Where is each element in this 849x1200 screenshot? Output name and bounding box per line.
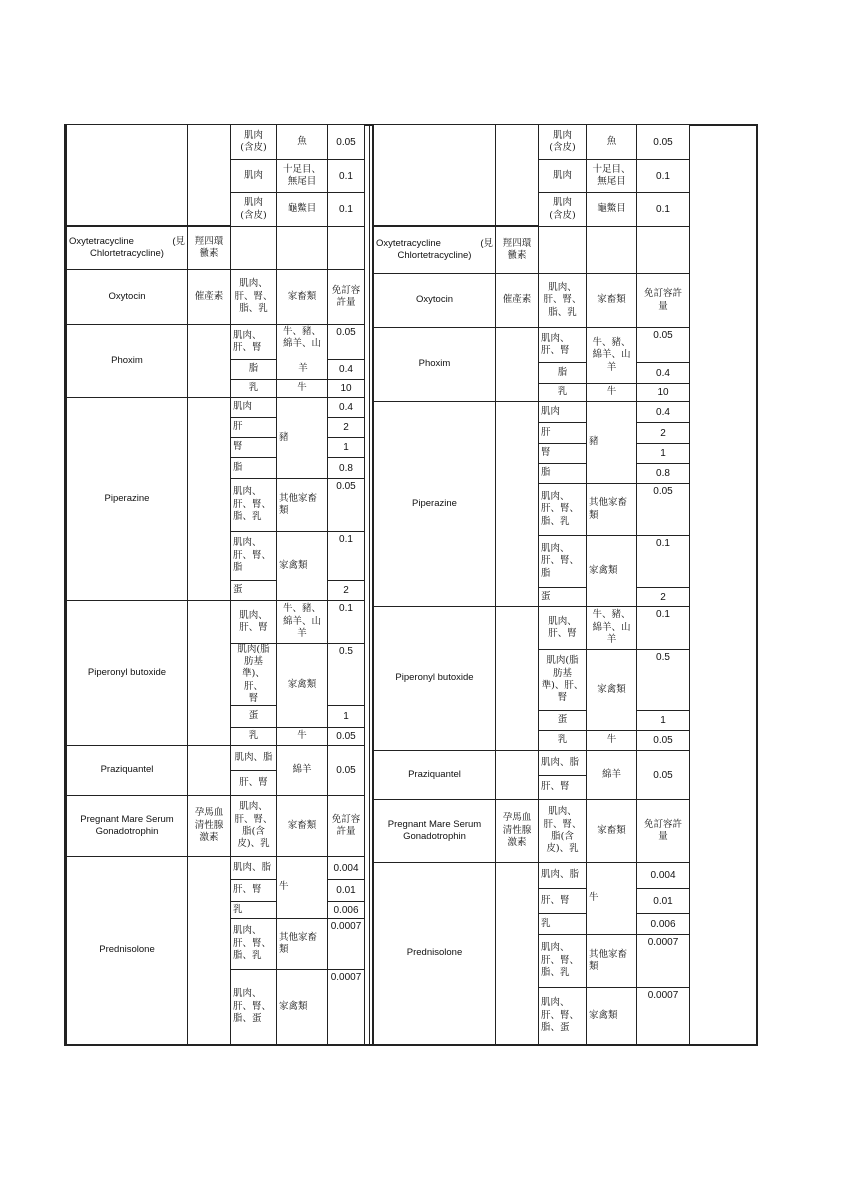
right-piperazine-name: Piperazine — [373, 401, 496, 607]
right-prednisolone-tissue-1: 肝、腎 — [538, 888, 587, 914]
left-phoxim-tissue-2: 乳 — [230, 379, 277, 398]
left-prednisolone-tissue-1: 肝、腎 — [230, 879, 277, 902]
right-top-tissue-0: 肌肉 (含皮) — [538, 124, 587, 160]
left-piperonyl-tissue-0: 肌肉、 肝、腎 — [230, 600, 277, 644]
right-prednisolone-tissue-4: 肌肉、 肝、腎、 脂、蛋 — [538, 987, 587, 1045]
left-piperazine-tissue-6: 蛋 — [230, 580, 277, 601]
right-piperonyl-class — [495, 606, 539, 751]
right-top-limit-1: 0.1 — [636, 159, 690, 193]
right-pmsg-tissue: 肌肉、 肝、腎、 脂(含 皮)、乳 — [538, 799, 587, 863]
right-phoxim-species-0: 牛、豬、 綿羊、山 羊 — [586, 327, 637, 384]
left-phoxim-tissue-1: 脂 — [230, 359, 277, 380]
left-prednisolone-tissue-4: 肌肉、 肝、腎、 脂、蛋 — [230, 969, 277, 1045]
left-top-tissue-1: 肌肉 — [230, 159, 277, 193]
left-name-cell-continued — [66, 124, 188, 226]
left-prednisolone-limit-1: 0.01 — [327, 879, 365, 902]
left-piperazine-limit-5: 0.1 — [327, 531, 365, 581]
left-phoxim-limit-2: 10 — [327, 379, 365, 398]
right-piperazine-limit-1: 2 — [636, 422, 690, 444]
left-top-limit-0: 0.05 — [327, 124, 365, 160]
right-prednisolone-species-4: 家禽類 — [586, 987, 637, 1045]
left-oxytetracycline-class: 羥四環 黴素 — [187, 226, 231, 270]
right-phoxim-name: Phoxim — [373, 327, 496, 402]
right-prednisolone-limit-4: 0.0007 — [636, 987, 690, 1045]
left-oxytetracycline-species — [276, 226, 328, 270]
right-pmsg-species: 家畜類 — [586, 799, 637, 863]
left-piperazine-species-5: 家禽類 — [276, 531, 328, 601]
right-oxytocin-limit: 免訂容許 量 — [636, 273, 690, 328]
right-oxytocin-species: 家畜類 — [586, 273, 637, 328]
left-praziquantel-name: Praziquantel — [66, 745, 188, 796]
left-piperazine-limit-3: 0.8 — [327, 457, 365, 479]
left-prednisolone-name: Prednisolone — [66, 856, 188, 1045]
left-prednisolone-limit-2: 0.006 — [327, 901, 365, 919]
right-piperazine-species-4: 其他家畜 類 — [586, 483, 637, 536]
right-pmsg-limit: 免訂容許 量 — [636, 799, 690, 863]
left-praziquantel-tissue-1: 肝、腎 — [230, 770, 277, 796]
right-praziquantel-species: 綿羊 — [586, 750, 637, 800]
left-top-species-1: 十足目、 無尾目 — [276, 159, 328, 193]
right-prednisolone-cattle: 牛 — [586, 862, 637, 935]
right-prednisolone-limit-2: 0.006 — [636, 913, 690, 935]
right-praziquantel-limit: 0.05 — [636, 750, 690, 800]
right-oxytocin-name: Oxytocin — [373, 273, 496, 328]
left-prednisolone-limit-4: 0.0007 — [327, 969, 365, 1045]
left-phoxim-species-2: 牛 — [276, 379, 328, 398]
left-oxytocin-species: 家畜類 — [276, 269, 328, 325]
left-piperonyl-limit-0: 0.1 — [327, 600, 365, 644]
right-prednisolone-limit-3: 0.0007 — [636, 934, 690, 988]
left-pmsg-species: 家畜類 — [276, 795, 328, 857]
left-piperonyl-limit-1: 0.5 — [327, 643, 365, 706]
right-piperazine-tissue-4: 肌肉、 肝、腎、 脂、乳 — [538, 483, 587, 536]
right-piperazine-limit-6: 2 — [636, 587, 690, 607]
right-praziquantel-name: Praziquantel — [373, 750, 496, 800]
left-piperonyl-tissue-1: 肌肉(脂 肪基 準)、肝、 腎 — [230, 643, 277, 706]
right-oxytocin-tissue: 肌肉、 肝、腎、 脂、乳 — [538, 273, 587, 328]
left-piperazine-tissue-1: 肝 — [230, 417, 277, 438]
right-piperonyl-tissue-0: 肌肉、 肝、腎 — [538, 606, 587, 650]
left-top-species-0: 魚 — [276, 124, 328, 160]
right-top-limit-0: 0.05 — [636, 124, 690, 160]
left-prednisolone-species-4: 家禽類 — [276, 969, 328, 1045]
left-piperonyl-species-1: 家禽類 — [276, 643, 328, 728]
left-prednisolone-tissue-2: 乳 — [230, 901, 277, 919]
left-piperonyl-limit-3: 0.05 — [327, 727, 365, 746]
right-piperonyl-limit-1: 0.5 — [636, 649, 690, 711]
left-prednisolone-limit-0: 0.004 — [327, 856, 365, 880]
right-oxytetracycline-tissue — [538, 226, 587, 274]
left-prednisolone-cattle: 牛 — [276, 856, 328, 919]
right-phoxim-limit-0: 0.05 — [636, 327, 690, 363]
right-top-tissue-2: 肌肉 (含皮) — [538, 192, 587, 227]
right-prednisolone-tissue-3: 肌肉、 肝、腎、 脂、乳 — [538, 934, 587, 988]
left-praziquantel-class — [187, 745, 231, 796]
right-prednisolone-name: Prednisolone — [373, 862, 496, 1045]
left-oxytetracycline-limit — [327, 226, 365, 270]
left-prednisolone-species-3: 其他家畜 類 — [276, 918, 328, 970]
left-piperazine-species-4: 其他家畜 類 — [276, 478, 328, 532]
left-pmsg-name: Pregnant Mare Serum Gonadotrophin — [66, 795, 188, 857]
left-prednisolone-tissue-3: 肌肉、 肝、腎、 脂、乳 — [230, 918, 277, 970]
left-oxytocin-name: Oxytocin — [66, 269, 188, 325]
left-piperazine-pig-species: 豬 — [276, 397, 328, 479]
left-oxytetracycline-name-a: Oxytetracycline — [69, 235, 134, 247]
left-piperonyl-species-3: 牛 — [276, 727, 328, 746]
right-piperonyl-name: Piperonyl butoxide — [373, 606, 496, 751]
right-piperazine-limit-2: 1 — [636, 443, 690, 464]
right-prednisolone-tissue-2: 乳 — [538, 913, 587, 935]
right-phoxim-limit-2: 10 — [636, 383, 690, 402]
right-piperazine-tissue-0: 肌肉 — [538, 401, 587, 423]
right-piperazine-species-5: 家禽類 — [586, 535, 637, 607]
left-praziquantel-tissue-0: 肌肉、脂 — [230, 745, 277, 771]
left-piperonyl-name: Piperonyl butoxide — [66, 600, 188, 746]
left-top-species-2: 龜鱉目 — [276, 192, 328, 227]
left-top-limit-2: 0.1 — [327, 192, 365, 227]
right-pmsg-class: 孕馬血 清性腺 激素 — [495, 799, 539, 863]
right-piperonyl-species-3: 牛 — [586, 730, 637, 751]
left-phoxim-species-0: 牛、豬、 綿羊、山 — [276, 324, 328, 380]
left-piperonyl-species-0: 牛、豬、 綿羊、山 羊 — [276, 600, 328, 644]
left-class-cell-continued — [187, 124, 231, 226]
right-prednisolone-limit-1: 0.01 — [636, 888, 690, 914]
right-pmsg-name: Pregnant Mare Serum Gonadotrophin — [373, 799, 496, 863]
right-piperazine-tissue-5: 肌肉、 肝、腎、 脂 — [538, 535, 587, 588]
left-prednisolone-tissue-0: 肌肉、脂 — [230, 856, 277, 880]
left-top-limit-1: 0.1 — [327, 159, 365, 193]
right-oxytetracycline-species — [586, 226, 637, 274]
left-piperonyl-limit-2: 1 — [327, 705, 365, 728]
right-piperazine-class — [495, 401, 539, 607]
right-prednisolone-limit-0: 0.004 — [636, 862, 690, 889]
left-phoxim-species-1: 羊 — [283, 360, 323, 379]
left-praziquantel-limit: 0.05 — [327, 745, 365, 796]
left-oxytocin-tissue: 肌肉、 肝、腎、 脂、乳 — [230, 269, 277, 325]
right-piperazine-pig-species: 豬 — [586, 401, 637, 484]
right-piperazine-limit-0: 0.4 — [636, 401, 690, 423]
left-phoxim-tissue-0: 肌肉、 肝、腎 — [230, 324, 277, 360]
right-piperonyl-limit-3: 0.05 — [636, 730, 690, 751]
right-piperazine-limit-4: 0.05 — [636, 483, 690, 536]
right-piperazine-tissue-2: 腎 — [538, 443, 587, 464]
left-oxytocin-class: 催產素 — [187, 269, 231, 325]
left-piperonyl-class — [187, 600, 231, 746]
right-piperonyl-tissue-2: 蛋 — [538, 710, 587, 731]
left-piperazine-tissue-0: 肌肉 — [230, 397, 277, 418]
left-piperazine-limit-0: 0.4 — [327, 397, 365, 418]
left-piperazine-limit-6: 2 — [327, 580, 365, 601]
left-piperazine-tissue-2: 腎 — [230, 437, 277, 458]
left-piperazine-limit-1: 2 — [327, 417, 365, 438]
right-piperazine-limit-5: 0.1 — [636, 535, 690, 588]
right-prednisolone-tissue-0: 肌肉、脂 — [538, 862, 587, 889]
left-piperazine-limit-2: 1 — [327, 437, 365, 458]
right-top-species-0: 魚 — [586, 124, 637, 160]
right-top-tissue-1: 肌肉 — [538, 159, 587, 193]
right-phoxim-limit-1: 0.4 — [636, 362, 690, 384]
left-oxytocin-limit: 免訂容 許量 — [327, 269, 365, 325]
left-pmsg-limit: 免訂容 許量 — [327, 795, 365, 857]
right-piperonyl-limit-0: 0.1 — [636, 606, 690, 650]
right-name-cell-continued — [373, 124, 496, 226]
right-oxytetracycline-name-c: Chlortetracycline) — [397, 250, 472, 261]
right-phoxim-tissue-1: 脂 — [538, 362, 587, 384]
left-piperazine-class — [187, 397, 231, 601]
right-piperonyl-tissue-1: 肌肉(脂 肪基 準)、肝、 腎 — [538, 649, 587, 711]
left-piperazine-tissue-4: 肌肉、 肝、腎、 脂、乳 — [230, 478, 277, 532]
left-piperazine-tissue-3: 脂 — [230, 457, 277, 479]
right-top-species-2: 龜鱉目 — [586, 192, 637, 227]
right-piperazine-tissue-3: 脂 — [538, 463, 587, 484]
left-oxytetracycline-name-c: Chlortetracycline) — [90, 248, 164, 259]
left-piperazine-name: Piperazine — [66, 397, 188, 601]
left-praziquantel-species: 綿羊 — [276, 745, 328, 796]
right-class-cell-continued — [495, 124, 539, 226]
right-oxytocin-class: 催產素 — [495, 273, 539, 328]
right-piperonyl-species-1: 家禽類 — [586, 649, 637, 731]
left-oxytetracycline-tissue — [230, 226, 277, 270]
left-phoxim-name: Phoxim — [66, 324, 188, 398]
right-top-species-1: 十足目、 無尾目 — [586, 159, 637, 193]
right-praziquantel-class — [495, 750, 539, 800]
left-top-tissue-0: 肌肉 (含皮) — [230, 124, 277, 160]
right-prednisolone-class — [495, 862, 539, 1045]
left-oxytetracycline-name-b: (見 — [172, 235, 185, 247]
right-piperazine-tissue-1: 肝 — [538, 422, 587, 444]
left-phoxim-limit-0: 0.05 — [327, 324, 365, 360]
right-praziquantel-tissue-1: 肝、腎 — [538, 775, 587, 800]
right-oxytetracycline-limit — [636, 226, 690, 274]
left-top-tissue-2: 肌肉 (含皮) — [230, 192, 277, 227]
left-phoxim-limit-1: 0.4 — [327, 359, 365, 380]
right-piperonyl-species-0: 牛、豬、 綿羊、山 羊 — [586, 606, 637, 650]
right-phoxim-species-2: 牛 — [586, 383, 637, 402]
right-phoxim-tissue-2: 乳 — [538, 383, 587, 402]
left-phoxim-class — [187, 324, 231, 398]
left-pmsg-tissue: 肌肉、 肝、腎、 脂(含 皮)、乳 — [230, 795, 277, 857]
left-piperonyl-tissue-2: 蛋 — [230, 705, 277, 728]
right-phoxim-class — [495, 327, 539, 402]
left-piperonyl-tissue-3: 乳 — [230, 727, 277, 746]
right-piperonyl-tissue-3: 乳 — [538, 730, 587, 751]
right-phoxim-tissue-0: 肌肉、 肝、腎 — [538, 327, 587, 363]
right-piperonyl-limit-2: 1 — [636, 710, 690, 731]
right-piperazine-limit-3: 0.8 — [636, 463, 690, 484]
left-piperazine-tissue-5: 肌肉、 肝、腎、 脂 — [230, 531, 277, 581]
right-prednisolone-species-3: 其他家畜 類 — [586, 934, 637, 988]
left-prednisolone-class — [187, 856, 231, 1045]
right-oxytetracycline-name — [373, 226, 496, 274]
left-oxytetracycline-name — [66, 226, 188, 270]
left-piperazine-limit-4: 0.05 — [327, 478, 365, 532]
right-top-limit-2: 0.1 — [636, 192, 690, 227]
right-praziquantel-tissue-0: 肌肉、脂 — [538, 750, 587, 776]
left-prednisolone-limit-3: 0.0007 — [327, 918, 365, 970]
right-oxytetracycline-name-b: (見 — [480, 237, 493, 249]
right-oxytetracycline-name-a: Oxytetracycline — [376, 237, 441, 249]
left-pmsg-class: 孕馬血 清性腺 激素 — [187, 795, 231, 857]
right-oxytetracycline-class: 羥四環 黴素 — [495, 226, 539, 274]
right-piperazine-tissue-6: 蛋 — [538, 587, 587, 607]
